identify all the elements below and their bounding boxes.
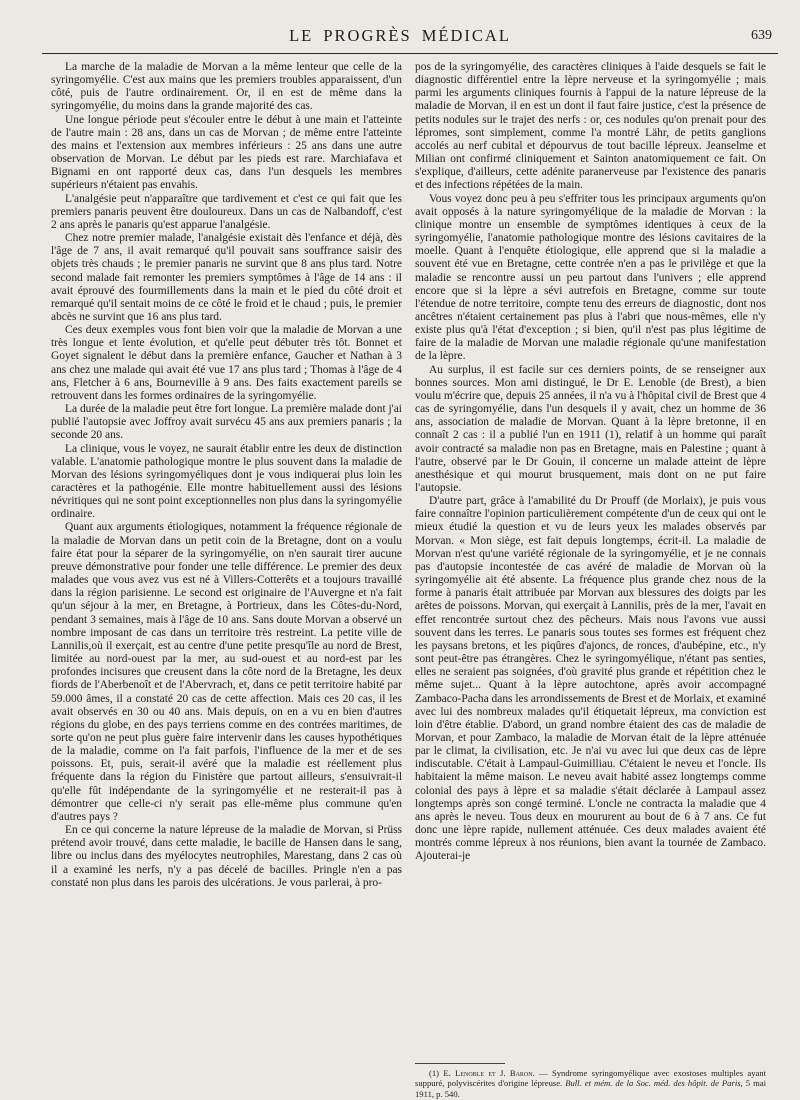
header-rule bbox=[42, 53, 778, 54]
paragraph: Vous voyez donc peu à peu s'effriter tous les principaux arguments qu'on avait opposés à la nature syringomyélique de la maladie de Morvan : la clinique montre un ensemble de symptômes identiques à ceux de la syringomyélie, l'anatomie pathologique montre des lésions cavitaires de la moelle. Quant à l'enquête étiologique, elle apprend que si la maladie a souvent été vue en Bretagne, cette contrée n'en a pas le privilège et que la maladie se rencontre aussi un peu partout dans l'univers ; elle apprend encore que si la lèpre a sévi autrefois en Bretagne, comme sur toute l'étendue de notre territoire, compte tenu des erreurs de diagnostic, dont nos ancêtres n'étaient certainement pas plus à l'abri que nous-mêmes, elle n'y existe plus qu'à l'état d'exception ; si bien, qu'il n'est pas plus légitime de faire de la maladie de Morvan une maladie régionale qu'une manifestation de la lèpre. bbox=[415, 192, 766, 363]
paragraph: Ces deux exemples vous font bien voir que la maladie de Morvan a une très longue et lente évolution, et qu'elle peut débuter très tôt. Bonnet et Goyet signalent le début dans la première enfance, Gaucher et Nathan à 3 ans chez une malade qui avait été vue 17 ans plus tard ; Thomas à l'âge de 4 ans, Fletcher à 6 ans, Bourneville à 9 ans. Des faits exactement pareils se retrouvent dans les formes ordinaires de la syringomyélie. bbox=[51, 324, 402, 402]
paragraph: La clinique, vous le voyez, ne saurait établir entre les deux de distinction valable. L'anatomie pathologique montre le plus souvent dans la maladie de Morvan des lésions syringomyéliques dont je vous indiquerai plus loin les caractères et la pathogénie. Elle montre habituellement aussi des lésions névritiques qui ne sont point exceptionnelles non plus dans la syringomyélie ordinaire. bbox=[51, 442, 402, 521]
page-header bbox=[0, 26, 800, 52]
footnote bbox=[415, 1068, 766, 1099]
right-column bbox=[415, 61, 766, 864]
left-column bbox=[51, 61, 402, 890]
running-title: LE PROGRÈS MÉDICAL bbox=[289, 26, 511, 45]
paragraph: En ce qui concerne la nature lépreuse de la maladie de Morvan, si Prüss prétend avoir trouvé, dans cette maladie, le bacille de Hansen dans le sang, libre ou inclus dans des myélocytes neutrophiles, Marestang, dans 2 cas où il a examiné les nerfs, n'y a pas décelé de bacilles. Pringle n'en a pas constaté non plus dans les parois des ulcérations. Je vous parlerai, à pro- bbox=[51, 824, 402, 889]
paragraph: La durée de la maladie peut être fort longue. La première malade dont j'ai publié l'autopsie avec Joffroy avait survécu 45 ans aux premiers panaris ; la seconde 20 ans. bbox=[51, 403, 402, 442]
footnote-text: — Syndrome syringomyélique avec exostoses multiples ayant suppuré, polyviscérites d'origine lépreuse. bbox=[415, 1068, 767, 1089]
footnote-marker: (1) bbox=[429, 1068, 440, 1078]
paragraph: L'analgésie peut n'apparaître que tardivement et c'est ce qui fait que les premiers panaris peuvent être douloureux. Dans un cas de Nalbandoff, c'est 2 ans après le panaris qu'est apparue l'analgésie. bbox=[51, 192, 402, 231]
paragraph: La marche de la maladie de Morvan a la même lenteur que celle de la syringomyélie. C'est aux mains que les premiers troubles apparaissent, d'un côté, puis de l'autre ordinairement. Or, il en est de même dans la syringomyélie, du moins dans la grande majorité des cas. bbox=[51, 61, 402, 113]
page-number: 639 bbox=[751, 28, 772, 43]
paragraph: D'autre part, grâce à l'amabilité du Dr Prouff (de Morlaix), je puis vous faire connaître l'opinion particulièrement compétente d'un de ceux qui ont le mieux étudié la question et vu de leurs yeux les malades observés par Morvan. « Mon siège, est fait depuis longtemps, écrit-il. La maladie de Morvan n'est qu'une variété régionale de la syringomyélie, et je ne connais pas d'autopsie incontestée de cas avéré de maladie de Morvan où la syringomyélie ait été absente. La fréquence plus grande chez nous de la forme à panaris était attribuée par Morvan aux blessures des doigts par les arêtes de poissons. Morvan, qui exerçait à Lannilis, près de la mer, l'avait en effet rencontrée surtout chez des pêcheurs. Mais nous l'avons vue aussi souvent dans les terres. Le panaris sous toutes ses formes est fréquent chez les paysans bretons, et les piqûres d'ajoncs, de ronces, d'aubépine, etc., n'y sont peut-être pas étrangères. Chez le syringomyélique, n'étant pas senties, elles ne seraient pas soignées, d'où gravité plus grande et répétition chez le même sujet... Quant à la lèpre autochtone, après avoir accompagné Zambaco-Pacha dans les arrondissements de Brest et de Morlaix, et examiné avec lui des nombreux malades qu'il étiquetait lépreux, ma conviction est loin d'être établie. D'abord, un grand nombre étaient des cas de maladie de Morvan, et pour Zambaco, la maladie de Morvan était de la lèpre atténuée par le climat, la civilisation, etc. Je n'ai vu avec lui que deux cas de lèpre indiscutable. C'était à Lampaul-Guimilliau. C'étaient le neveu et l'oncle. Ils habitaient la même maison. Le neveu avait habité assez longtemps comme colonial des pays à lèpre et sa maladie s'était déclarée à Lampaul assez longtemps après son congé terminé. L'oncle ne contracta la maladie que 4 ans après le neveu. Tous deux en moururent au bout de 6 à 7 ans. Ce fut donc une lèpre rapide, nullement atténuée. Ces deux malades avaient été montrés comme lépreux à nos réunions, bien avant la tournée de Zambaco. Ajouterai-je bbox=[415, 495, 766, 863]
paragraph: Chez notre premier malade, l'analgésie existait dès l'enfance et déjà, dès l'âge de 7 ans, il avait remarqué qu'il pouvait sans souffrance saisir des objets très chauds ; le premier panaris ne survint que 8 ans plus tard. Notre second malade fait remonter les premiers symptômes à l'âge de 14 ans : il avait éprouvé des fourmillements dans la main et le pied du côté droit et remarqué qu'il sentait moins de ce côté le froid et le chaud ; puis, le premier abcès ne survint que 16 ans plus tard. bbox=[51, 232, 402, 323]
paragraph: Une longue période peut s'écouler entre le début à une main et l'atteinte de l'autre main : 28 ans, dans un cas de Morvan ; de même entre l'atteinte des mains et l'extension aux membres inférieurs : 25 ans dans une autre observation de Morvan. Le début par les pieds est rare. Marchiafava et Bignami en ont rapporté deux cas, dans l'un desquels les membres supérieurs n'étaient pas envahis. bbox=[51, 113, 402, 192]
footnote-authors: E. Lenoble et J. Baron. bbox=[443, 1068, 535, 1078]
paragraph: Au surplus, il est facile sur ces derniers points, de se renseigner aux bonnes sources. Mon ami distingué, le Dr E. Lenoble (de Brest), a bien voulu m'écrire que, depuis 25 années, il n'a vu à l'hôpital civil de Brest que 4 cas de syringomyélie, dans l'un desquels il y avait, chez un homme de 36 ans, association de maladie de Morvan. Quant à la lèpre bretonne, il en connaît 2 cas : il a publié l'un en 1911 (1), relatif à un homme qui paraît avoir contracté sa maladie non pas en Bretagne, mais en Palestine ; quant à l'autre, observé par le Dr Gouin, il concerne un malade atteint de lèpre anesthésique et qui mourut brusquement, mais dont on ne put faire l'autopsie. bbox=[415, 363, 766, 494]
paragraph: pos de la syringomyélie, des caractères cliniques à l'aide desquels se fait le diagnostic différentiel entre la lèpre nerveuse et la syringomyélie ; mais parmi les arguments cliniques fournis à l'appui de la nature lépreuse de la maladie de Morvan, il en est un dont il faut faire justice, c'est la présence de petits nodules sur le trajet des nerfs : or, ces nodules qu'on prenait pour des lépromes, sont simplement, comme l'a montré Lähr, de petits ganglions accolés au nerf cubital et dépourvus de tout bacille lépreux. Jeanselme et Milian ont confirmé cliniquement et Sainton anatomiquement ce fait. On s'explique, d'ailleurs, cette adénite paranerveuse par l'existence des panaris et des infections répétées de la main. bbox=[415, 61, 766, 192]
footnote-date: 5 mai 1911, p. 540. bbox=[415, 1078, 766, 1099]
footnote-source: Bull. et mém. de la Soc. méd. des hôpit. de Paris, bbox=[565, 1078, 743, 1089]
paragraph: Quant aux arguments étiologiques, notamment la fréquence régionale de la maladie de Morvan dans un petit coin de la Bretagne, dont on a voulu faire état pour la séparer de la syringomyélie, on n'en saurait tirer aucune preuve démonstrative pour fonder une telle différence. Le premier des deux malades que vous avez vus est né à Villers-Cotterêts et a toujours travaillé dans la région parisienne. Le second est originaire de l'Auvergne et n'a fait qu'un séjour à la mer, en Bretagne, à Portrieux, dans les Côtes-du-Nord, pendant 3 semaines, mais à l'âge de 10 ans. Sans doute Morvan a observé un nombre imposant de cas dans un territoire très restreint. La petite ville de Lannilis,où il exerçait, est au centre d'une petite presqu'île au nord de Brest, limitée au nord-ouest par la mer, au sud-ouest et au nord-est par les profondes incisures que creusent dans la côte nord de la Bretagne, les deux fiords de l'Aberbenoît et de l'Abervrach, et, dans ce petit territoire habité par 59.000 âmes, il a constaté 20 cas de cette affection. Mais ces 20 cas, il les avait observés en 30 ou 40 ans. Mais depuis, on en a vu en bien d'autres régions du globe, en des pays terriens comme en des contrées maritimes, de sorte qu'on ne peut plus guère faire intervenir dans les causes hypothétiques de la maladie, comme on l'a fait parfois, l'influence de la mer et de ses poissons. Et, puis, serait-il avéré que la maladie est réellement plus fréquente dans la région du Finistère que partout ailleurs, s'ensuivrait-il qu'elle fût indépendante de la syringomyélie et ne resterait-il pas à démontrer que celle-ci n'y serait pas elle-même plus commune qu'en d'autres pays ? bbox=[51, 521, 402, 823]
footnote-rule bbox=[415, 1063, 505, 1064]
